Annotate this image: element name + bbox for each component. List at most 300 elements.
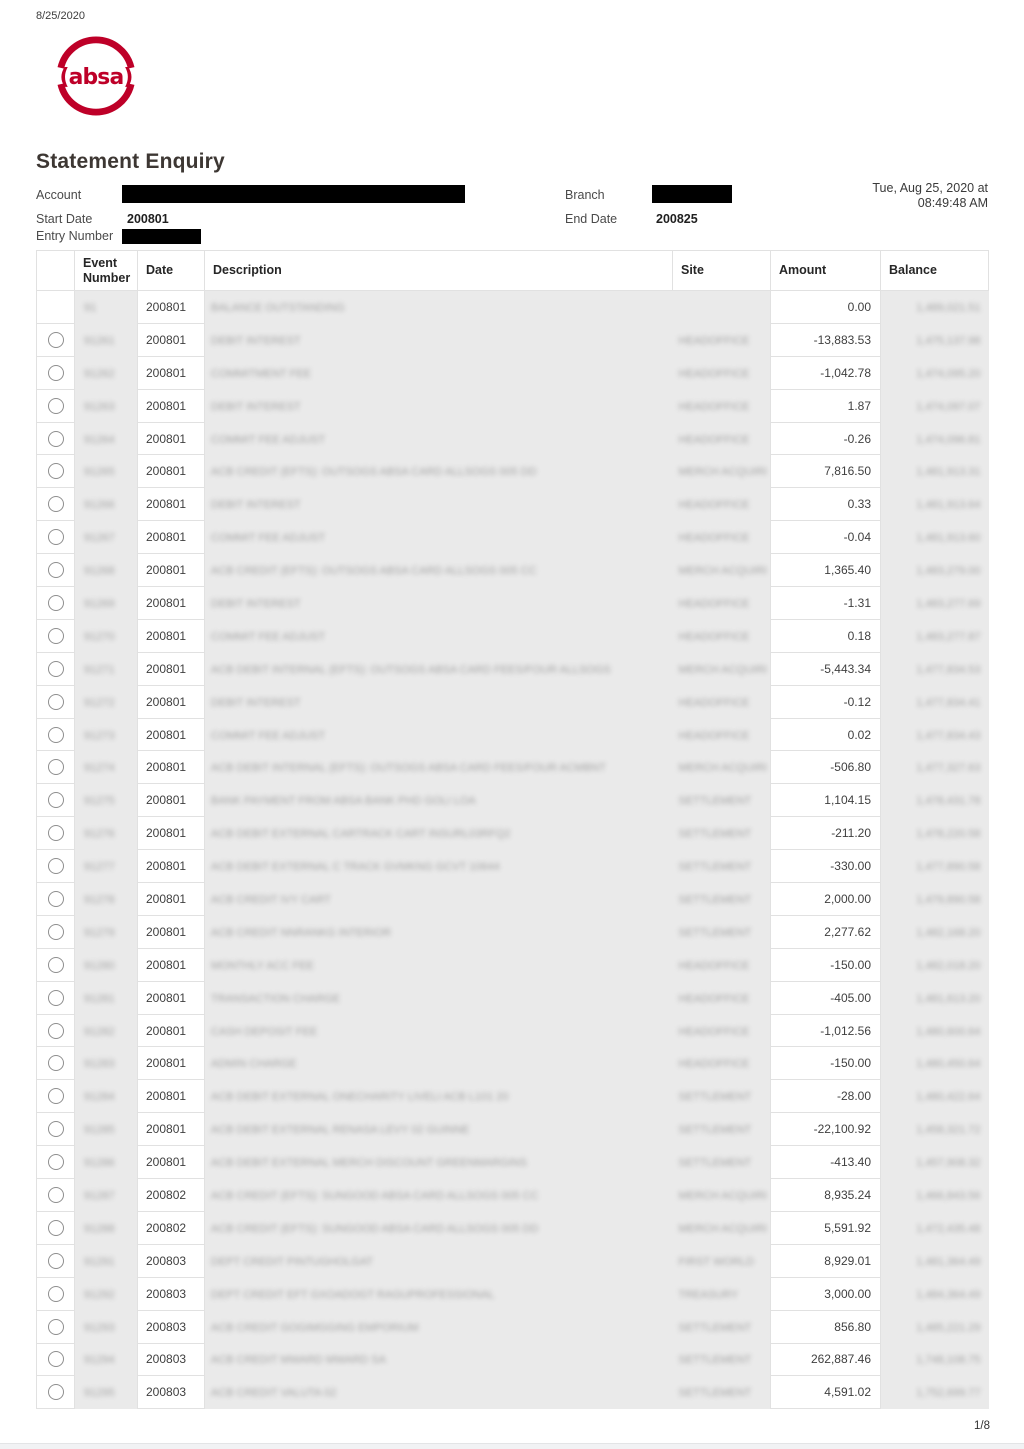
balance-redacted: 1,483,277.69 — [916, 597, 981, 610]
row-select-radio[interactable] — [48, 957, 64, 973]
site-redacted: HEADOFFICE — [678, 696, 750, 709]
site-redacted: SETTLEMENT — [678, 1387, 752, 1400]
site-cell — [673, 948, 771, 981]
event-number-cell — [75, 883, 138, 916]
row-select-radio[interactable] — [48, 924, 64, 940]
description-cell — [205, 1310, 673, 1343]
event-number-redacted: 91293 — [84, 1321, 115, 1334]
balance-column-header: Balance — [881, 251, 989, 291]
balance-cell — [881, 948, 989, 981]
description-redacted: BALANCE OUTSTANDING — [211, 302, 345, 315]
description-cell — [205, 521, 673, 554]
statement-table — [36, 250, 989, 1409]
date-cell: 200803 — [138, 1310, 205, 1343]
balance-cell — [881, 1343, 989, 1376]
description-cell — [205, 1277, 673, 1310]
site-cell — [673, 1080, 771, 1113]
amount-cell: 1.87 — [771, 389, 881, 422]
description-cell — [205, 718, 673, 751]
row-select-cell — [37, 652, 75, 685]
date-cell: 200801 — [138, 521, 205, 554]
site-cell — [673, 652, 771, 685]
row-select-radio[interactable] — [48, 332, 64, 348]
table-row — [37, 883, 989, 916]
description-cell — [205, 1244, 673, 1277]
site-cell — [673, 1179, 771, 1212]
site-cell — [673, 1310, 771, 1343]
description-cell — [205, 850, 673, 883]
site-redacted: HEADOFFICE — [678, 992, 750, 1005]
site-redacted: HEADOFFICE — [678, 433, 750, 446]
table-header-row — [37, 251, 989, 291]
description-cell — [205, 1146, 673, 1179]
balance-cell — [881, 981, 989, 1014]
description-redacted: ACB CREDIT VALUTA 02 — [211, 1387, 337, 1400]
site-redacted: FIRST WORLD — [678, 1255, 755, 1268]
row-select-radio[interactable] — [48, 628, 64, 644]
table-row — [37, 1080, 989, 1113]
event-number-redacted: 91280 — [84, 959, 115, 972]
site-redacted: SETTLEMENT — [678, 828, 752, 841]
site-redacted: SETTLEMENT — [678, 926, 752, 939]
balance-cell — [881, 1146, 989, 1179]
event-number-cell — [75, 554, 138, 587]
amount-cell: -413.40 — [771, 1146, 881, 1179]
site-redacted: HEADOFFICE — [678, 400, 750, 413]
row-select-radio[interactable] — [48, 1253, 64, 1269]
date-cell: 200802 — [138, 1179, 205, 1212]
description-cell — [205, 422, 673, 455]
site-redacted: HEADOFFICE — [678, 367, 750, 380]
description-redacted: COMMITMENT FEE — [211, 367, 312, 380]
event-number-cell — [75, 455, 138, 488]
balance-redacted: 1,483,279.00 — [916, 565, 981, 578]
row-select-radio[interactable] — [48, 792, 64, 808]
row-select-radio[interactable] — [48, 1319, 64, 1335]
event-number-cell — [75, 751, 138, 784]
date-cell: 200801 — [138, 587, 205, 620]
site-cell — [673, 718, 771, 751]
event-number-cell — [75, 685, 138, 718]
site-cell — [673, 521, 771, 554]
description-redacted: DEPT CREDIT PINTUGHOLGAT — [211, 1255, 373, 1268]
amount-cell: 0.18 — [771, 619, 881, 652]
site-cell — [673, 455, 771, 488]
select-column-header — [37, 251, 75, 291]
description-cell — [205, 1014, 673, 1047]
entry-number-label: Entry Number — [36, 229, 114, 243]
date-cell: 200801 — [138, 948, 205, 981]
row-select-radio[interactable] — [48, 595, 64, 611]
event-number-redacted: 91261 — [84, 334, 115, 347]
description-redacted: ACB DEBIT EXTERNAL RENASA LEVY 02 GUINNE — [211, 1124, 470, 1137]
description-cell — [205, 685, 673, 718]
bottom-strip — [0, 1443, 1024, 1449]
amount-cell: -330.00 — [771, 850, 881, 883]
description-cell — [205, 652, 673, 685]
table-row — [37, 455, 989, 488]
site-redacted: MERCH ACQUIRI — [678, 466, 768, 479]
site-column-header: Site — [673, 251, 771, 291]
row-select-radio[interactable] — [48, 398, 64, 414]
row-select-cell — [37, 389, 75, 422]
event-number-cell — [75, 323, 138, 356]
row-select-cell — [37, 718, 75, 751]
event-number-redacted: 91273 — [84, 729, 115, 742]
event-number-redacted: 91268 — [84, 565, 115, 578]
date-cell: 200803 — [138, 1343, 205, 1376]
table-row — [37, 1310, 989, 1343]
balance-redacted: 1,478,220.58 — [916, 828, 981, 841]
event-number-redacted: 91294 — [84, 1354, 115, 1367]
event-number-redacted: 91264 — [84, 433, 115, 446]
site-cell — [673, 915, 771, 948]
balance-redacted: 1,482,018.20 — [916, 959, 981, 972]
event-number-redacted: 91283 — [84, 1058, 115, 1071]
balance-redacted: 1,477,834.53 — [916, 663, 981, 676]
table-row — [37, 356, 989, 389]
event-number-cell — [75, 718, 138, 751]
description-redacted: ACB CREDIT (EFTS): SUNGOOD ABSA CARD ALLSOGS 005 DD — [211, 1222, 539, 1235]
site-cell — [673, 850, 771, 883]
description-redacted: ACB CREDIT (EFTS): OUTSOGS ABSA CARD ALLSOGS 005 CC — [211, 565, 537, 578]
balance-cell — [881, 389, 989, 422]
event-number-redacted: 91282 — [84, 1025, 115, 1038]
event-number-redacted: 91278 — [84, 893, 115, 906]
row-select-radio[interactable] — [48, 1187, 64, 1203]
balance-redacted: 1,748,108.75 — [916, 1354, 981, 1367]
row-select-cell — [37, 850, 75, 883]
date-cell: 200801 — [138, 455, 205, 488]
balance-redacted: 1,480,450.64 — [916, 1058, 981, 1071]
description-redacted: COMMIT FEE ADJUST — [211, 729, 326, 742]
balance-cell — [881, 850, 989, 883]
amount-cell: 3,000.00 — [771, 1277, 881, 1310]
date-cell: 200801 — [138, 619, 205, 652]
row-select-radio[interactable] — [48, 1055, 64, 1071]
table-row — [37, 1146, 989, 1179]
table-row — [37, 389, 989, 422]
amount-cell: -1.31 — [771, 587, 881, 620]
event-number-cell — [75, 488, 138, 521]
description-redacted: MONTHLY ACC FEE — [211, 959, 314, 972]
report-timestamp — [872, 181, 988, 211]
date-cell: 200801 — [138, 751, 205, 784]
description-column-header: Description — [205, 251, 673, 291]
balance-redacted: 1,481,913.31 — [916, 466, 981, 479]
event-number-cell — [75, 1113, 138, 1146]
site-cell — [673, 817, 771, 850]
row-select-radio[interactable] — [48, 496, 64, 512]
description-redacted: DEBIT INTEREST — [211, 597, 301, 610]
amount-cell: 5,591.92 — [771, 1211, 881, 1244]
description-cell — [205, 751, 673, 784]
amount-cell: -28.00 — [771, 1080, 881, 1113]
description-redacted: DEBIT INTEREST — [211, 334, 301, 347]
site-cell — [673, 356, 771, 389]
balance-redacted: 1,477,327.63 — [916, 762, 981, 775]
event-number-redacted: 91291 — [84, 1255, 115, 1268]
page-title: Statement Enquiry — [36, 150, 225, 174]
balance-redacted: 1,485,221.29 — [916, 1321, 981, 1334]
site-cell — [673, 323, 771, 356]
description-redacted: ACB DEBIT INTERNAL (EFTS): OUTSOGS ABSA CARD FEES/FOUR ACMBNT — [211, 762, 606, 775]
balance-cell — [881, 1047, 989, 1080]
table-row — [37, 1047, 989, 1080]
row-select-radio[interactable] — [48, 529, 64, 545]
row-select-radio[interactable] — [48, 1088, 64, 1104]
table-row — [37, 488, 989, 521]
end-date-label: End Date — [565, 212, 618, 226]
table-row — [37, 751, 989, 784]
event-number-redacted: 91288 — [84, 1222, 115, 1235]
event-number-redacted: 91279 — [84, 926, 115, 939]
site-cell — [673, 389, 771, 422]
row-select-cell — [37, 554, 75, 587]
table-row — [37, 1277, 989, 1310]
date-cell: 200803 — [138, 1277, 205, 1310]
row-select-radio[interactable] — [48, 891, 64, 907]
event-number-cell — [75, 784, 138, 817]
row-select-cell — [37, 784, 75, 817]
description-cell — [205, 1113, 673, 1146]
row-select-radio[interactable] — [48, 661, 64, 677]
balance-redacted: 1,479,890.58 — [916, 893, 981, 906]
event-number-cell — [75, 422, 138, 455]
description-redacted: ACB DEBIT EXTERNAL CARTRACK CART INSURL03RFQ2 — [211, 828, 511, 841]
site-redacted: HEADOFFICE — [678, 1025, 750, 1038]
site-cell — [673, 1343, 771, 1376]
balance-cell — [881, 356, 989, 389]
row-select-cell — [37, 685, 75, 718]
description-redacted: DEBIT INTEREST — [211, 696, 301, 709]
row-select-radio[interactable] — [48, 825, 64, 841]
site-redacted: SETTLEMENT — [678, 1157, 752, 1170]
site-redacted: HEADOFFICE — [678, 334, 750, 347]
row-select-cell — [37, 455, 75, 488]
event-number-column-header: Event Number — [75, 251, 138, 291]
site-cell — [673, 554, 771, 587]
date-cell: 200801 — [138, 488, 205, 521]
date-column-header: Date — [138, 251, 205, 291]
balance-cell — [881, 1310, 989, 1343]
amount-cell: -1,012.56 — [771, 1014, 881, 1047]
row-select-radio[interactable] — [48, 1351, 64, 1367]
balance-cell — [881, 1277, 989, 1310]
description-cell — [205, 817, 673, 850]
description-cell — [205, 981, 673, 1014]
description-cell — [205, 883, 673, 916]
table-row — [37, 422, 989, 455]
site-cell — [673, 1047, 771, 1080]
row-select-radio[interactable] — [48, 1121, 64, 1137]
description-cell — [205, 291, 673, 324]
event-number-cell — [75, 1014, 138, 1047]
event-number-cell — [75, 356, 138, 389]
date-cell: 200803 — [138, 1244, 205, 1277]
description-redacted: ACB CREDIT (EFTS): SUNGOOD ABSA CARD ALLSOGS 005 CC — [211, 1189, 539, 1202]
table-row — [37, 817, 989, 850]
balance-redacted: 1,480,600.64 — [916, 1025, 981, 1038]
row-select-radio[interactable] — [48, 562, 64, 578]
description-redacted: BANK PAYMENT FROM ABSA BANK PHD GOLI LOA — [211, 795, 476, 808]
event-number-redacted: 91295 — [84, 1387, 115, 1400]
date-cell: 200801 — [138, 1047, 205, 1080]
event-number-redacted: 91275 — [84, 795, 115, 808]
table-row — [37, 1179, 989, 1212]
row-select-radio[interactable] — [48, 365, 64, 381]
date-cell: 200802 — [138, 1211, 205, 1244]
site-redacted: TREASURY — [678, 1288, 739, 1301]
row-select-cell — [37, 883, 75, 916]
description-cell — [205, 619, 673, 652]
description-cell — [205, 554, 673, 587]
amount-cell: -405.00 — [771, 981, 881, 1014]
row-select-radio[interactable] — [48, 1023, 64, 1039]
event-number-cell — [75, 1146, 138, 1179]
balance-cell — [881, 784, 989, 817]
amount-cell: 262,887.46 — [771, 1343, 881, 1376]
row-select-cell — [37, 981, 75, 1014]
date-cell: 200801 — [138, 1014, 205, 1047]
row-select-radio[interactable] — [48, 431, 64, 447]
description-redacted: DEBIT INTEREST — [211, 499, 301, 512]
end-date-value: 200825 — [656, 212, 698, 226]
row-select-radio[interactable] — [48, 694, 64, 710]
event-number-redacted: 91287 — [84, 1189, 115, 1202]
site-cell — [673, 291, 771, 324]
balance-cell — [881, 455, 989, 488]
site-redacted: SETTLEMENT — [678, 1124, 752, 1137]
balance-redacted: 1,458,321.72 — [916, 1124, 981, 1137]
event-number-redacted: 91265 — [84, 466, 115, 479]
row-select-cell — [37, 1146, 75, 1179]
balance-cell — [881, 554, 989, 587]
balance-cell — [881, 685, 989, 718]
table-row — [37, 948, 989, 981]
row-select-radio[interactable] — [48, 858, 64, 874]
event-number-cell — [75, 521, 138, 554]
row-select-cell — [37, 619, 75, 652]
row-select-radio[interactable] — [48, 1286, 64, 1302]
amount-cell: -0.12 — [771, 685, 881, 718]
site-cell — [673, 751, 771, 784]
absa-logo-text: (absa) — [59, 64, 133, 90]
event-number-cell — [75, 1343, 138, 1376]
event-number-redacted: 91277 — [84, 861, 115, 874]
site-cell — [673, 1146, 771, 1179]
amount-cell: -150.00 — [771, 948, 881, 981]
row-select-cell — [37, 587, 75, 620]
event-number-redacted: 91272 — [84, 696, 115, 709]
balance-redacted: 1,752,699.77 — [916, 1387, 981, 1400]
row-select-radio[interactable] — [48, 1220, 64, 1236]
row-select-cell — [37, 291, 75, 324]
amount-cell: 0.02 — [771, 718, 881, 751]
date-cell: 200801 — [138, 1080, 205, 1113]
event-number-cell — [75, 817, 138, 850]
site-cell — [673, 784, 771, 817]
balance-cell — [881, 1014, 989, 1047]
balance-cell — [881, 718, 989, 751]
report-timestamp-line1: Tue, Aug 25, 2020 at — [872, 181, 988, 195]
event-number-redacted: 91271 — [84, 663, 115, 676]
amount-cell: 7,816.50 — [771, 455, 881, 488]
row-select-cell — [37, 1277, 75, 1310]
table-row — [37, 1014, 989, 1047]
account-label: Account — [36, 188, 82, 202]
row-select-cell — [37, 422, 75, 455]
description-cell — [205, 455, 673, 488]
table-row — [37, 685, 989, 718]
date-cell: 200801 — [138, 356, 205, 389]
description-redacted: ACB DEBIT EXTERNAL ONECHARITY LIVELI ACB L101 20 — [211, 1091, 509, 1104]
row-select-radio[interactable] — [48, 1384, 64, 1400]
description-cell — [205, 389, 673, 422]
balance-cell — [881, 1113, 989, 1146]
site-cell — [673, 587, 771, 620]
amount-cell: 0.33 — [771, 488, 881, 521]
date-cell: 200801 — [138, 422, 205, 455]
amount-cell: -13,883.53 — [771, 323, 881, 356]
amount-cell: 8,935.24 — [771, 1179, 881, 1212]
event-number-redacted: 91263 — [84, 400, 115, 413]
event-number-redacted: 91292 — [84, 1288, 115, 1301]
balance-redacted: 1,477,834.43 — [916, 729, 981, 742]
event-number-redacted: 91262 — [84, 367, 115, 380]
balance-cell — [881, 652, 989, 685]
row-select-radio[interactable] — [48, 759, 64, 775]
site-redacted: HEADOFFICE — [678, 630, 750, 643]
site-redacted: HEADOFFICE — [678, 1058, 750, 1071]
table-row — [37, 718, 989, 751]
balance-cell — [881, 1376, 989, 1409]
table-row — [37, 981, 989, 1014]
row-select-radio[interactable] — [48, 1154, 64, 1170]
description-redacted: DEPT CREDIT EFT GXOADOGT RAGUPROFESSIONAL — [211, 1288, 495, 1301]
description-redacted: ACB DEBIT EXTERNAL C TRACK GVMKNG GCVT 10644 — [211, 861, 500, 874]
table-row — [37, 1244, 989, 1277]
site-cell — [673, 619, 771, 652]
amount-cell: -22,100.92 — [771, 1113, 881, 1146]
event-number-redacted: 91286 — [84, 1157, 115, 1170]
site-cell — [673, 488, 771, 521]
row-select-cell — [37, 1113, 75, 1146]
row-select-cell — [37, 1376, 75, 1409]
row-select-radio[interactable] — [48, 990, 64, 1006]
table-row — [37, 652, 989, 685]
balance-cell — [881, 587, 989, 620]
site-cell — [673, 1014, 771, 1047]
description-redacted: ACB CREDIT MWARD MWARD SA — [211, 1354, 386, 1367]
description-redacted: ACB CREDIT (EFTS): OUTSOGS ABSA CARD ALLSOGS 005 DD — [211, 466, 537, 479]
amount-cell: -506.80 — [771, 751, 881, 784]
row-select-radio[interactable] — [48, 463, 64, 479]
page-indicator: 1/8 — [974, 1420, 990, 1432]
table-row — [37, 587, 989, 620]
table-row — [37, 1376, 989, 1409]
balance-cell — [881, 488, 989, 521]
date-cell: 200801 — [138, 1113, 205, 1146]
amount-cell: 1,365.40 — [771, 554, 881, 587]
row-select-cell — [37, 1047, 75, 1080]
date-cell: 200801 — [138, 817, 205, 850]
row-select-radio[interactable] — [48, 727, 64, 743]
balance-redacted: 1,457,908.32 — [916, 1157, 981, 1170]
balance-cell — [881, 521, 989, 554]
amount-cell: -5,443.34 — [771, 652, 881, 685]
description-cell — [205, 356, 673, 389]
